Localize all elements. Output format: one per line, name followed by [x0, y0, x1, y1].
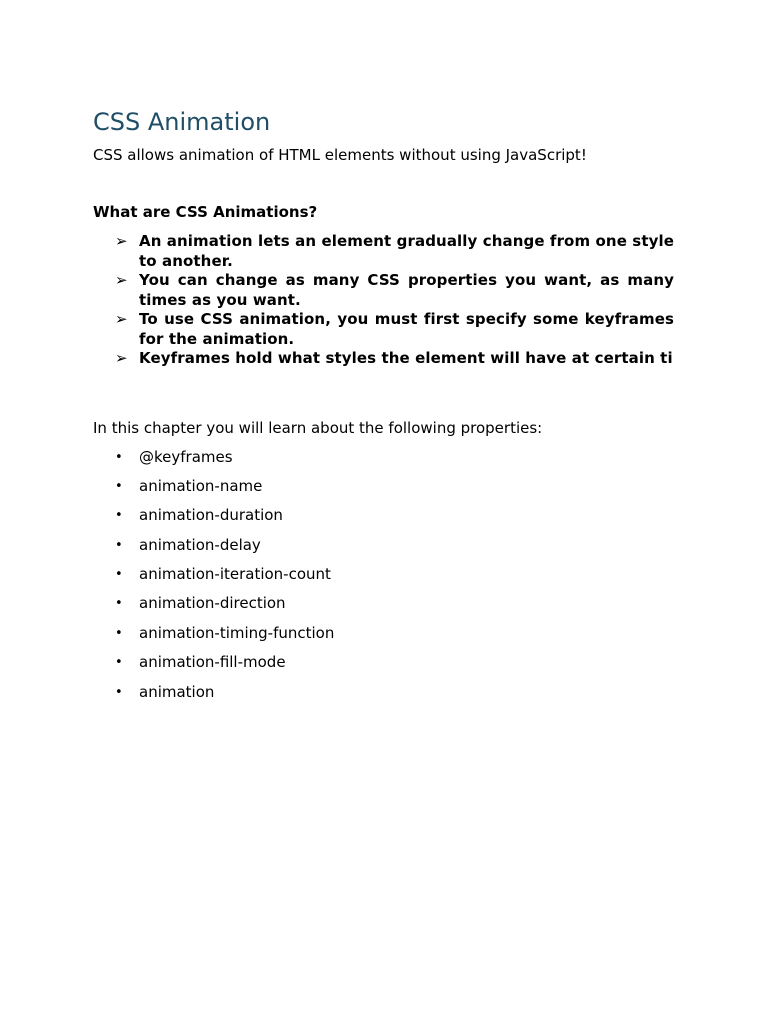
list-item-text: Keyframes hold what styles the element will have at certain ti [139, 349, 673, 367]
dot-bullet-icon: • [115, 537, 123, 553]
property-name: animation-duration [139, 506, 283, 525]
dot-bullet-icon: • [115, 449, 123, 465]
list-item [93, 536, 674, 565]
arrowhead-bullet-icon: ➢ [115, 271, 128, 289]
list-item [93, 448, 674, 477]
arrowhead-bullet-icon: ➢ [115, 349, 128, 367]
dot-bullet-icon: • [115, 596, 123, 612]
property-name: animation-delay [139, 535, 261, 554]
list-item-text: An animation lets an element gradually change from one style to another. [139, 232, 674, 270]
arrowhead-bullet-icon: ➢ [115, 310, 128, 328]
dot-bullet-icon: • [115, 655, 123, 671]
intro-paragraph: CSS allows animation of HTML elements without using JavaScript! [93, 146, 587, 164]
list-item [93, 310, 674, 349]
property-name: @keyframes [139, 447, 233, 466]
list-item [93, 232, 674, 271]
list-item [93, 271, 674, 310]
arrowhead-bullet-icon: ➢ [115, 232, 128, 250]
dot-bullet-icon: • [115, 478, 123, 494]
dot-bullet-icon: • [115, 508, 123, 524]
property-name: animation-fill-mode [139, 653, 286, 672]
list-item [93, 653, 674, 682]
list-item-text: To use CSS animation, you must first specify some keyframes for the animation. [139, 310, 674, 348]
list-item [93, 477, 674, 506]
property-name: animation-direction [139, 594, 286, 613]
list-item [93, 349, 674, 369]
arrow-bullet-list [93, 232, 674, 369]
properties-list [93, 448, 674, 713]
dot-bullet-icon: • [115, 684, 123, 700]
document-page [93, 106, 674, 712]
list-item-text: You can change as many CSS properties you want, as many times as you want. [139, 271, 674, 309]
list-item [93, 594, 674, 623]
page-title: CSS Animation [93, 108, 271, 136]
property-name: animation-iteration-count [139, 565, 331, 584]
dot-bullet-icon: • [115, 567, 123, 583]
list-item [93, 624, 674, 653]
dot-bullet-icon: • [115, 625, 123, 641]
chapter-intro-paragraph: In this chapter you will learn about the following properties: [93, 418, 543, 437]
property-name: animation-timing-function [139, 623, 335, 642]
property-name: animation [139, 682, 215, 701]
list-item [93, 565, 674, 594]
list-item [93, 506, 674, 535]
list-item [93, 683, 674, 712]
property-name: animation-name [139, 476, 263, 495]
section-heading: What are CSS Animations? [93, 203, 318, 221]
